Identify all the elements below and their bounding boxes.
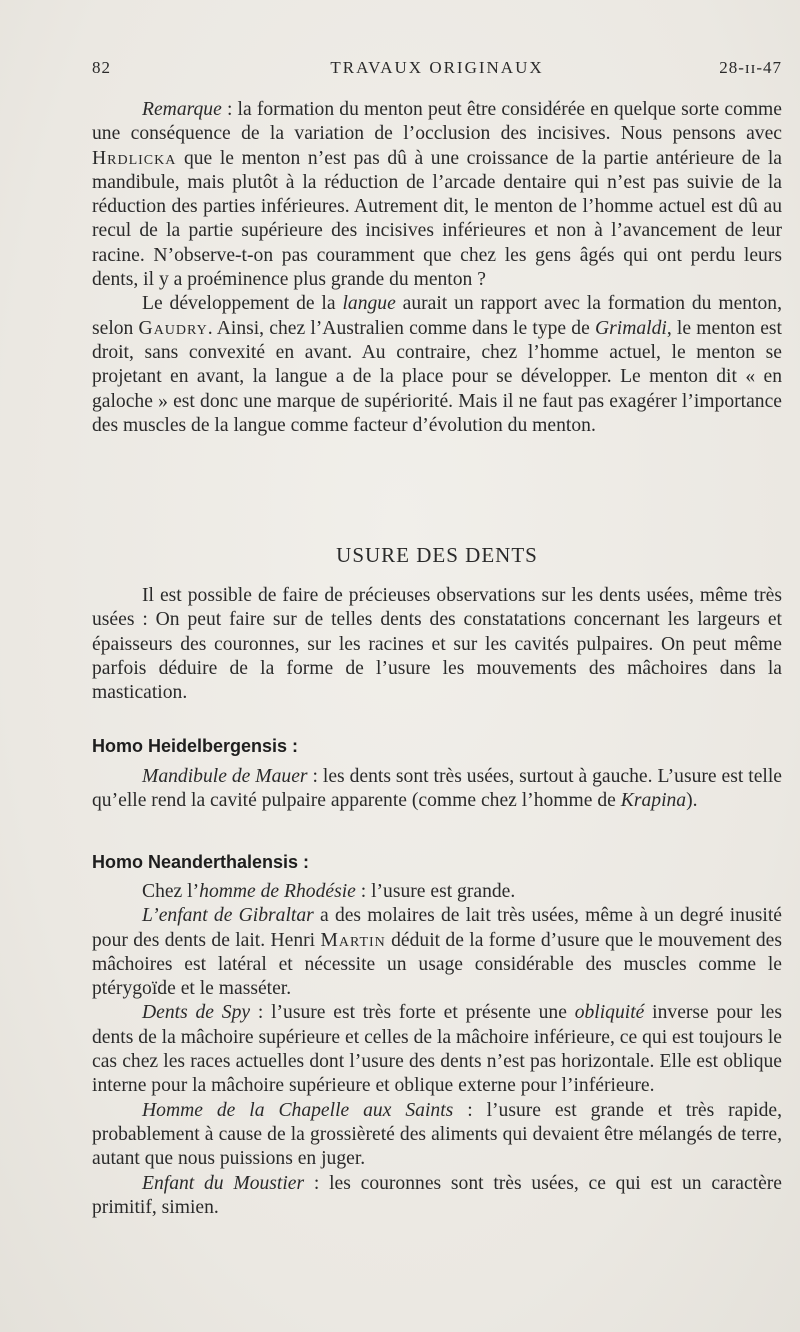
italic-lead: Enfant du Moustier	[142, 1172, 305, 1194]
paragraph-text: , le menton est droit, sans convexité en avant. Au contraire, chez l’homme actuel, le menton se projetant en avant, la langue a de la place pour se développer. Le menton dit « en galoche » est donc une marque de supériorité. Mais il ne faut pas exagérer l’importance des muscles de la langue comme facteur d’évolution du menton.	[92, 317, 782, 436]
paragraph-text: . Ainsi, chez l’Australien comme dans le type de	[207, 317, 595, 339]
paragraph-text: inverse pour les dents de la mâchoire supérieure et celles de la mâchoire inférieure, ce qui est toujours le cas chez les races actuelles dont l’usure des dents n’est pas horizontale. Elle est oblique interne pour la mâchoire supérieure et oblique externe pour l’inférieure.	[92, 1002, 782, 1097]
paragraph-text: ).	[686, 790, 698, 812]
italic-lead: Homme de la Chapelle aux Saints	[142, 1099, 454, 1121]
section-title: USURE DES DENTS	[336, 543, 538, 567]
italic-lead: homme de Rhodésie	[199, 881, 356, 902]
paragraph-langue	[92, 292, 782, 438]
paragraph-text: a des molaires de lait très usées, même à un degré inusité pour des dents de lait. Henri	[92, 905, 782, 951]
paragraph-text: Le développement de la	[142, 293, 343, 315]
italic-lead: Dents de Spy	[142, 1002, 251, 1024]
text-block-heidelberg	[92, 765, 782, 814]
italic-term: Grimaldi	[594, 317, 667, 339]
page-number: 82	[92, 58, 111, 77]
text-block-neanderthal	[92, 880, 782, 1220]
paragraph-text: que le menton n’est pas dû à une croissance de la partie antérieure de la mandibule, mais plutôt à la réduction de l’arcade dentaire qui n’est pas suivie de la réduction des parties inférieures. Autrement dit, le menton de l’homme actuel est dû au recul de la partie supérieure des incisives inférieures et non à l’avancement de leur racine. N’observe-t-on pas couramment que chez les gens âgés qui ont perdu leurs dents, il y a proéminence plus grande du menton ?	[92, 147, 782, 291]
italic-lead: Remarque	[142, 99, 222, 120]
running-header	[92, 58, 782, 82]
paragraph-text: aurait un rapport avec la formation du menton, selon	[92, 293, 783, 339]
italic-lead: L’enfant de Gibraltar	[142, 905, 314, 927]
paragraph-text: déduit de la forme d’usure que le mouvement des mâchoires est latéral et nécessite un usage considérable des muscles comme le ptérygoïde et le masséter.	[92, 929, 783, 1000]
paragraph-text: Chez l’	[142, 881, 200, 902]
paragraph-text: : l’usure est grande.	[355, 881, 516, 902]
paragraph-gibraltar	[92, 904, 782, 1001]
paragraph-text: : l’usure est grande et très rapide, probablement à cause de la grossièreté des aliments qui devaient être mélangés de terre, autant que nous puissions en juger.	[92, 1099, 782, 1170]
header-date: 28-ɪɪ-47	[719, 58, 782, 77]
paragraph-text: : les couronnes sont très usées, ce qui est un caractère primitif, simien.	[92, 1172, 783, 1218]
paragraph-text: : l’usure est très forte et présente une	[250, 1002, 575, 1024]
paragraph-moustier	[92, 1172, 782, 1221]
paragraph-intro: Il est possible de faire de précieuses observations sur les dents usées, même très usées : On peut faire sur de telles dents des constatations concernant les largeurs et épaisseurs des couronnes, sur les racines et sur les cavités pulpaires. On peut même parfois déduire de la forme de l’usure les mouvements des mâchoires dans la mastication.	[92, 585, 782, 704]
author-name: Martin	[320, 929, 386, 951]
text-block-intro	[92, 584, 782, 705]
paragraph-rhodesie	[92, 880, 782, 904]
italic-term: Krapina	[620, 790, 687, 812]
italic-lead: Mandibule de Mauer	[142, 766, 308, 787]
subheading-neanderthalensis: Homo Neanderthalensis :	[92, 852, 310, 872]
paragraph-text: : la formation du menton peut être considérée en quelque sorte comme une conséquence de la variation de l’occlusion des incisives. Nous pensons avec	[92, 99, 782, 145]
italic-term: obliquité	[574, 1002, 645, 1024]
text-block-menton	[92, 98, 782, 438]
paragraph-text: : les dents sont très usées, surtout à gauche. L’usure est telle qu’elle rend la cavité pulpaire apparente (comme chez l’homme de	[92, 766, 783, 812]
paragraph-remarque	[92, 98, 782, 292]
author-name: Gaudry	[138, 317, 208, 339]
italic-term: langue	[342, 293, 396, 315]
paragraph-chapelle	[92, 1099, 782, 1172]
author-name: Hrdlicka	[92, 147, 177, 169]
running-title: TRAVAUX ORIGINAUX	[330, 58, 544, 77]
paragraph-mauer	[92, 765, 782, 814]
paragraph-spy	[92, 1001, 782, 1098]
subheading-heidelbergensis: Homo Heidelbergensis :	[92, 736, 299, 756]
